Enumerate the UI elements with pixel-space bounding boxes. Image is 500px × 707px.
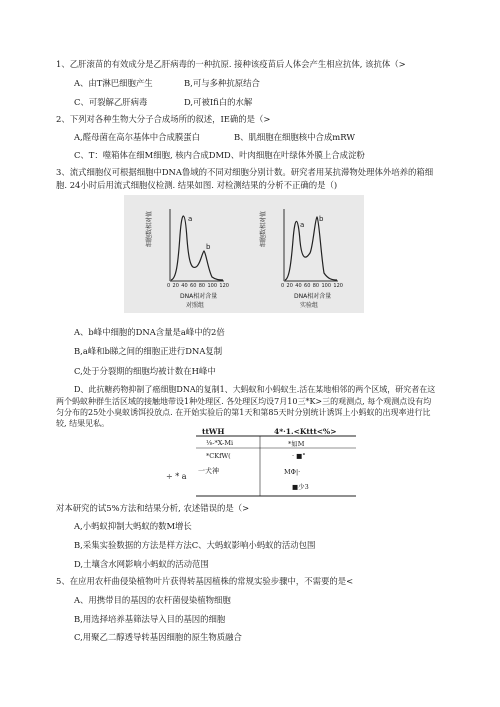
q2-option-b: B、肌细胞在细胞核中合成mRW xyxy=(234,132,355,142)
x-tick-label: 100 xyxy=(207,283,218,289)
table-row4-value: ■少3 xyxy=(292,483,309,491)
x-tick-label: 60 xyxy=(304,283,311,289)
q1-option-d: D,可被Ifi白的水解 xyxy=(184,97,253,107)
q5-option-b: B,用选择培养基筛法导入目的基因的细胞 xyxy=(74,614,226,624)
q3-option-b: B,a峰和b睇之间的细胞正进行DNA复制 xyxy=(74,346,223,356)
q3-option-a: A、b峰中细胞的DNA含量是a峰中的2倍 xyxy=(74,327,225,337)
x-tick-label: 100 xyxy=(321,283,332,289)
right-y-axis-label: 细胞数相对值 xyxy=(260,210,267,247)
q2-stem: 2、下列对各种生物大分子合成场所的叙述，IE确的是（> xyxy=(56,114,271,124)
q4-option-a: A,小蚂蚁抑制大蚂蚁的数M增长 xyxy=(74,521,192,531)
left-y-axis-label: 细胞数相对值 xyxy=(146,210,153,247)
table-header-2: 4*·1.<Kttt<%> xyxy=(274,427,337,436)
left-x-axis-label: DNA相对含量 xyxy=(180,293,218,300)
table-row2-label: *CKfW( xyxy=(206,452,231,460)
left-x-ticks xyxy=(167,283,229,289)
table-side-label: ÷ * a xyxy=(166,472,187,481)
q3-stem-line2: 胞. 24小时后用流式细胞仪检测. 结果如图. 对检测结果的分析不正确的是（) xyxy=(56,180,338,190)
table-header-1: ttWH xyxy=(202,427,225,436)
q1-option-a: A、由T淋巴细胞产生 xyxy=(74,78,153,88)
q1-option-c: C、可裂解乙肝病毒 xyxy=(74,97,148,107)
table-row1-label: ⅛-*X-Mi xyxy=(206,439,234,447)
q2-option-cd: C、T：噬箱体在细M细胞, 核内合成DMD、叶肉细胞在叶绿体外膜上合成淀粉 xyxy=(74,150,365,160)
results-table xyxy=(166,427,356,496)
left-peak-b-label: b xyxy=(206,243,211,251)
x-tick-label: 20 xyxy=(286,283,293,289)
table-row3-label: 一犬神 xyxy=(198,467,219,475)
q1-stem: 1、乙肝滚苗的有效成分是乙肝病毒的一种抗原. 接种该疫苗后人体会产生相应抗体, 该抗体（> xyxy=(56,59,406,69)
x-tick-label: 40 xyxy=(295,283,302,289)
q4-option-d: D,土壤含水网影响小蚂蚁的活动范围 xyxy=(74,559,209,569)
x-tick-label: 0 xyxy=(167,283,171,289)
q4-option-bc: B,采集实验数据的方法是样方法C、大蚂蚁影响小蚂蚁的活动包围 xyxy=(74,540,316,550)
table-row3-value: MΦ|· xyxy=(284,468,301,476)
x-tick-label: 120 xyxy=(219,283,229,289)
q5-option-a: A、用携带目的基因的农杆菌侵染植物细胞 xyxy=(74,595,231,605)
x-tick-label: 40 xyxy=(181,283,188,289)
right-peak-b-label: b xyxy=(319,215,324,223)
table-row1-value: *如M xyxy=(288,440,305,448)
x-tick-label: 80 xyxy=(312,283,320,289)
x-tick-label: 60 xyxy=(190,283,197,289)
x-tick-label: 80 xyxy=(198,283,206,289)
right-x-ticks xyxy=(281,283,343,289)
q3-option-d-line3: 匀分布的25处小臭蚁诱饵投放点. 在开始实验后的第1天和第85天时分别统计诱饵上小蚂蚁的出现率进行比 xyxy=(56,408,431,417)
flow-cytometry-figure xyxy=(124,195,364,313)
right-peak-a-label: a xyxy=(300,221,305,229)
q2-option-a: A,醛母菌在高尔基体中合成膜蛋白 xyxy=(74,132,200,142)
q5-stem: 5、在应用农杆曲侵染植物叶片获得转基因植株的常规实验步骤中，不需要的是< xyxy=(56,576,354,586)
q5-option-c: C,用聚乙二醇透导转基因细胞的原生物质融合 xyxy=(74,632,242,642)
q4-stem: 对本研究的试5%方法和结果分析, 农述错误的是（> xyxy=(56,503,250,513)
q3-option-c: C,处于分裂期的细胞均被计数在H峰中 xyxy=(74,366,216,376)
q1-option-b: B,可与多种抗原结合 xyxy=(184,78,260,88)
right-x-axis-label: DNA相对含量 xyxy=(294,293,332,300)
q3-option-d-line2: 两个蚂蚁种群生活区域的接触地带设1种处理区. 各处理区均设7月10三*K>三的观测点, 每个观测点设有均 xyxy=(56,397,432,406)
x-tick-label: 0 xyxy=(281,283,285,289)
table-row2-value: · ■° xyxy=(292,452,306,460)
right-panel-caption: 实验组 xyxy=(300,302,319,309)
q3-option-d-line4: 较, 结果见私。 xyxy=(56,419,110,428)
left-peak-a-label: a xyxy=(188,215,193,223)
x-tick-label: 20 xyxy=(172,283,179,289)
q3-option-d-line1: D、此抗糖药物抑制了癌细胞DNA的复制1、大蚂蚁和小蚂蚁生.活在某地相邻的两个区域，研究者在这 xyxy=(74,385,436,394)
q3-stem-line1: 3、流式细胞仪可根据细胞中DNA鲁域的不同对细胞分别计数。研究者用某抗滞物处理体外培养的箱细 xyxy=(56,167,434,177)
left-panel-caption: 对照组 xyxy=(186,302,205,309)
x-tick-label: 120 xyxy=(333,283,343,289)
